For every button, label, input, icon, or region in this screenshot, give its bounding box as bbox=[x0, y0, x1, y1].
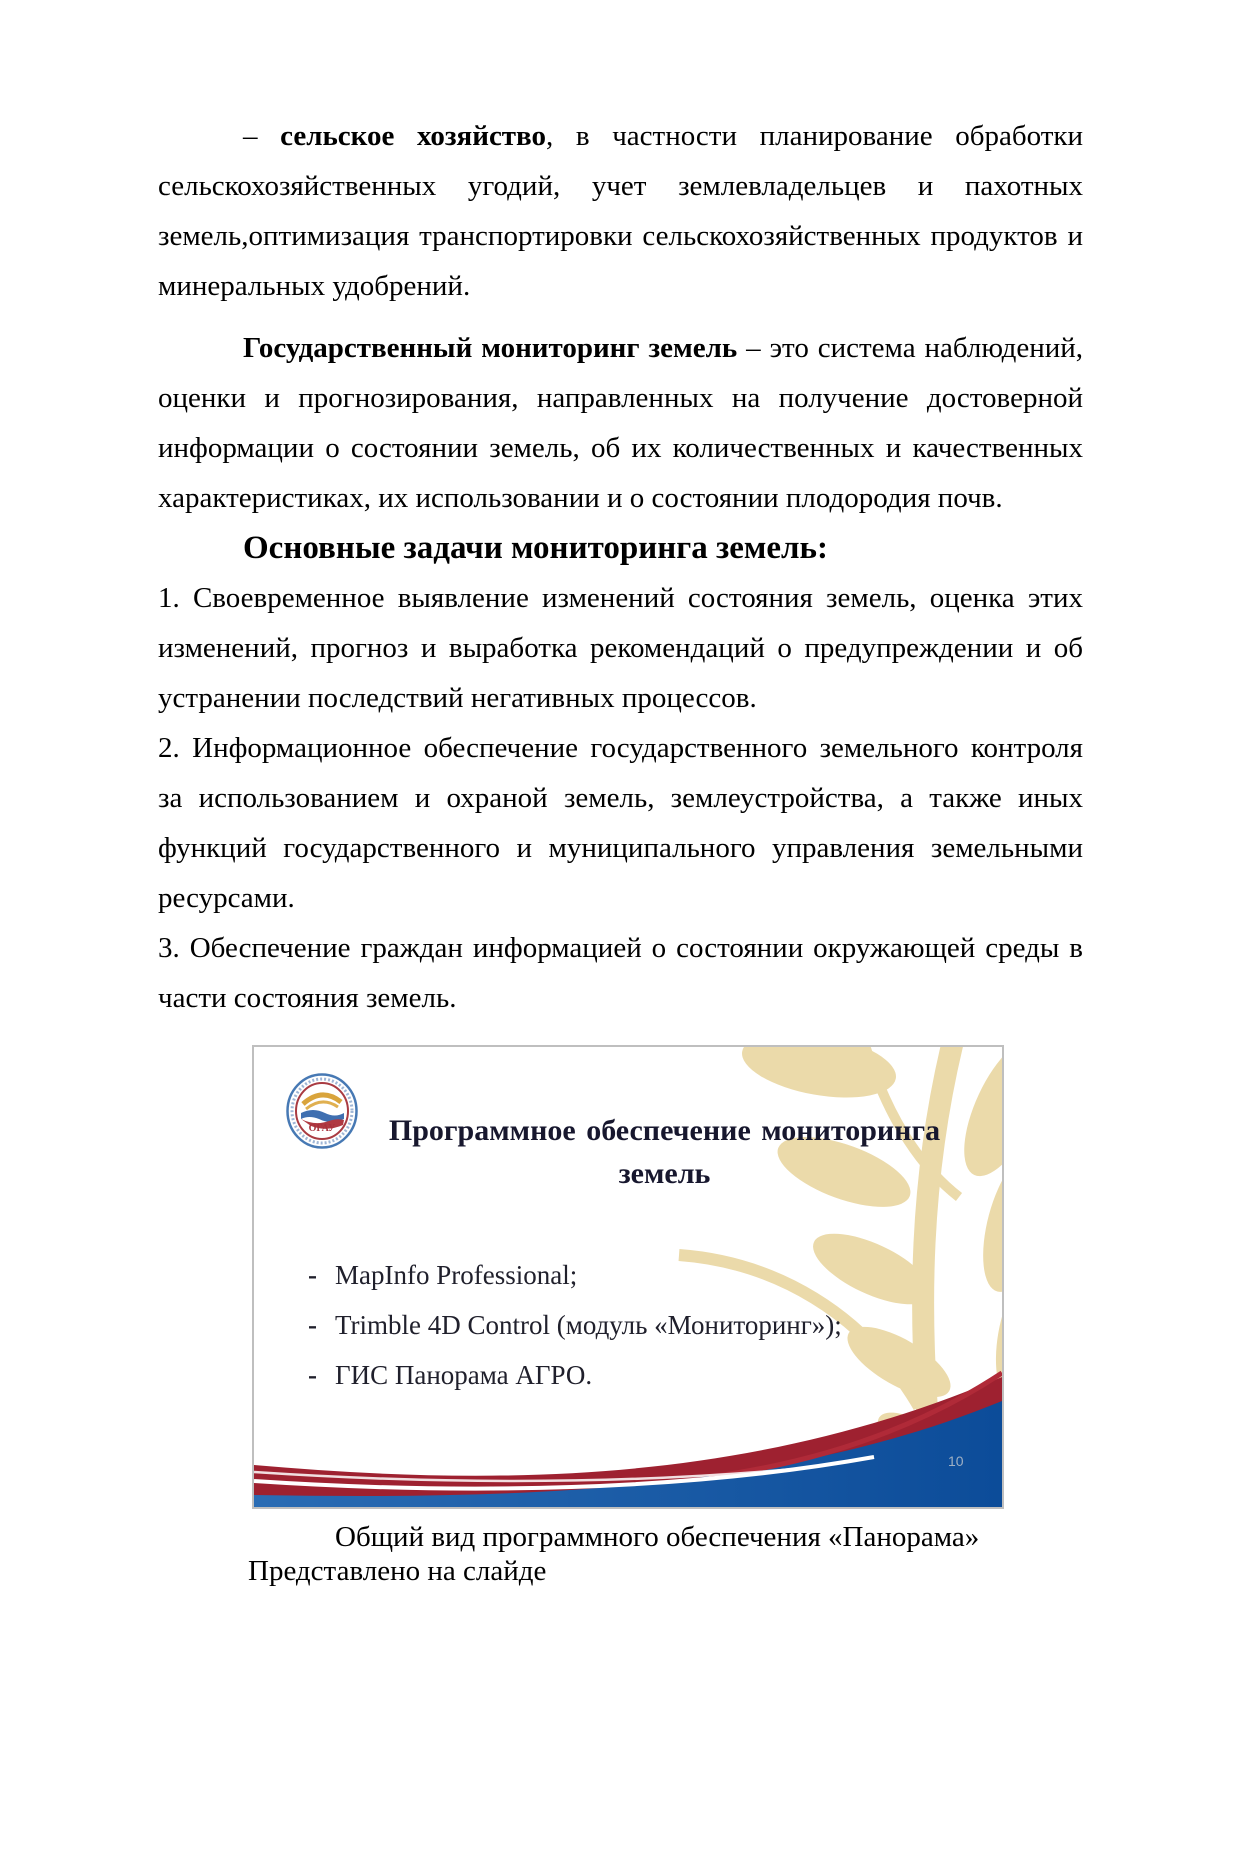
slide-bullet-item bbox=[308, 1250, 842, 1300]
university-logo bbox=[286, 1073, 358, 1149]
bullet-dash: - bbox=[308, 1310, 317, 1340]
paragraph-text: , в частности планирование обработки сельскохозяйственных угодий, учет землевладельцев и пахотных земель,оптимизация транспортировки сельскохозяйственных продуктов и минеральных удобрений. bbox=[158, 120, 1083, 302]
slide-page-number: 10 bbox=[948, 1453, 964, 1469]
numbered-list-item-1: 1. Своевременное выявление изменений состояния земель, оценка этих изменений, прогноз и выработка рекомендаций о предупреждении и об устранении последствий негативных процессов. bbox=[158, 582, 1083, 714]
paragraph-text: – это система наблюдений, оценки и прогнозирования, направленных на получение достоверной информации о состоянии земель, об их количественных и качественных характеристиках, их использовании и о состоянии плодородия почв. bbox=[158, 332, 1084, 514]
slide-bullet-item bbox=[308, 1300, 842, 1350]
caption-line-2: Представлено на слайде bbox=[248, 1555, 547, 1587]
bullet-text: MapInfo Professional; bbox=[335, 1260, 578, 1290]
logo-abbreviation: ОГАУ bbox=[308, 1123, 336, 1134]
slide-bullet-list bbox=[308, 1250, 842, 1400]
caption-line-1: Общий вид программного обеспечения «Панорама» bbox=[335, 1521, 980, 1553]
numbered-list-item-2: 2. Информационное обеспечение государственного земельного контроля за использованием и охраной земель, землеустройства, а также иных функций государственного и муниципального управления земельными ресурсами. bbox=[158, 732, 1083, 914]
slide-image bbox=[252, 1045, 1004, 1509]
bullet-dash: - bbox=[308, 1360, 317, 1390]
bullet-text: ГИС Панорама АГРО. bbox=[335, 1360, 593, 1390]
section-heading: Основные задачи мониторинга земель: bbox=[243, 530, 828, 566]
document-page bbox=[0, 111, 1241, 1588]
paragraph-lead-bold: Государственный мониторинг земель bbox=[243, 332, 738, 364]
paragraph-agriculture bbox=[158, 111, 1083, 311]
bullet-text: Trimble 4D Control (модуль «Мониторинг»); bbox=[335, 1310, 842, 1340]
bullet-dash: - bbox=[308, 1260, 317, 1290]
paragraph-lead-bold: сельское хозяйство bbox=[280, 120, 547, 152]
slide-bullet-item bbox=[308, 1350, 842, 1400]
figure-caption bbox=[158, 1520, 1083, 1588]
paragraph-dash: – bbox=[243, 120, 281, 152]
numbered-list-item-3: 3. Обеспечение граждан информацией о состоянии окружающей среды в части состояния земель. bbox=[158, 932, 1083, 1014]
slide-title: Программное обеспечение мониторинга земель bbox=[388, 1114, 941, 1190]
paragraph-monitoring-definition bbox=[158, 323, 1083, 523]
